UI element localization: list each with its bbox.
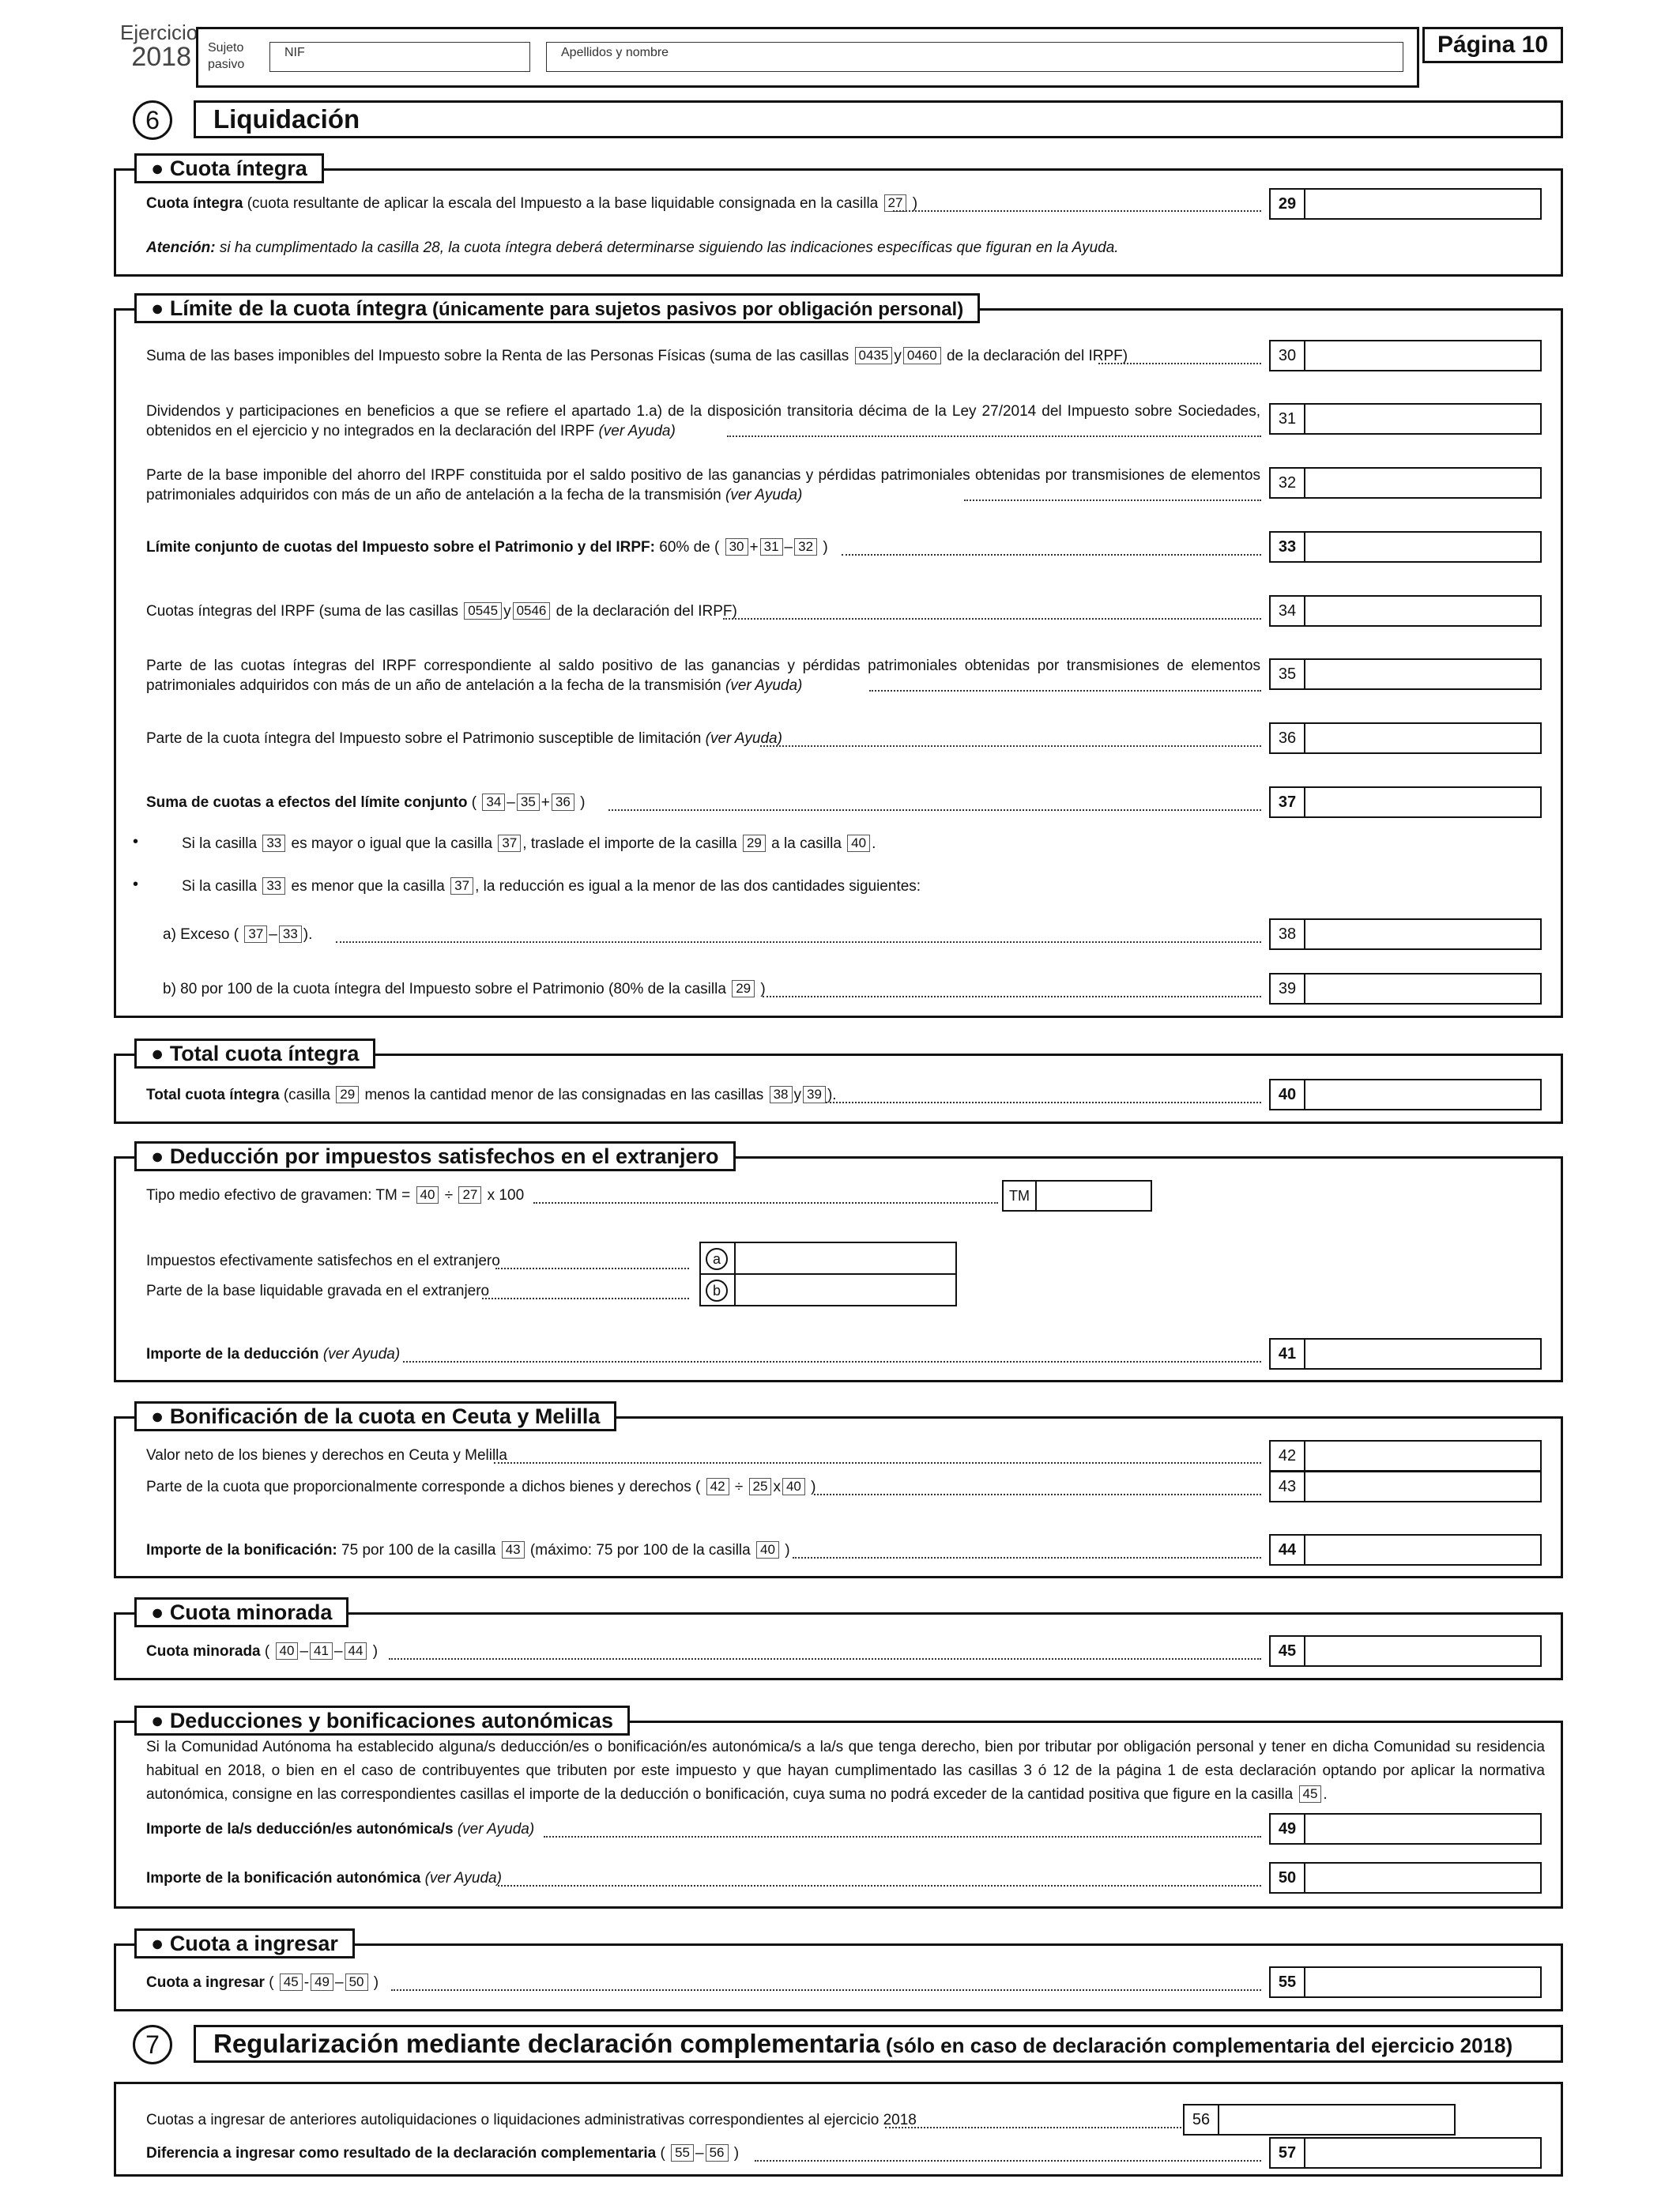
- section-title-liquidacion: Liquidación: [194, 100, 1563, 138]
- row-33: Límite conjunto de cuotas del Impuesto sobre el Patrimonio y del IRPF: 60% de ( 30 + 31 – 32 ): [146, 539, 828, 556]
- box-29[interactable]: 29: [1269, 188, 1542, 220]
- box-34[interactable]: 34: [1269, 595, 1542, 627]
- box-44[interactable]: 44: [1269, 1534, 1542, 1566]
- box-a[interactable]: [699, 1242, 957, 1275]
- row-40: Total cuota íntegra (casilla 29 menos la cantidad menor de las consignadas en las casillas 38 y 39 ).: [146, 1087, 837, 1103]
- row-50: Importe de la bonificación autonómica (ver Ayuda): [146, 1870, 502, 1887]
- limite-title: ● Límite de la cuota íntegra (únicamente para sujetos pasivos por obligación personal): [134, 293, 980, 323]
- autonomicas-paragraph: Si la Comunidad Autónoma ha establecido alguna/s deducción/es o bonificación/es autonómica/s a la/s que tenga derecho, bien por tributar por obligación personal y tener en dicha Comunidad su residencia habitual en 2018, o bien en el caso de contribuyentes que tributen por este impuesto y que hayan cumplimentado las casillas 3 ó 12 de la página 1 de esta declaración optando por aplicar la normativa autonómica, consigne en las correspondientes casillas el importe de la deducción o bonificación, cuya suma no podrá exceder de la cantidad positiva que figure en la casilla 45 .: [146, 1739, 1545, 1803]
- row-32: Parte de la base imponible del ahorro del IRPF constituida por el saldo positivo de las ganancias y pérdidas patrimoniales obtenidas por transmisiones de elementos patrimoniales adquiridos con más de un año de antelación a la fecha de la transmisión (ver Ayuda): [146, 467, 1260, 503]
- row-35: Parte de las cuotas íntegras del IRPF correspondiente al saldo positivo de las ganancias y pérdidas patrimoniales obtenidas por transmisiones de elementos patrimoniales adquiridos con más de un año de antelación a la fecha de la transmisión (ver Ayuda): [146, 658, 1260, 694]
- total-title: ● Total cuota íntegra: [134, 1039, 375, 1069]
- deduccion-title: ● Deducción por impuestos satisfechos en el extranjero: [134, 1141, 736, 1171]
- box-39[interactable]: 39: [1269, 973, 1542, 1005]
- ejercicio-year: 2018: [131, 42, 191, 73]
- bullet: •: [133, 833, 139, 850]
- box-57[interactable]: 57: [1269, 2137, 1542, 2169]
- box-b[interactable]: [699, 1273, 957, 1306]
- row-56: Cuotas a ingresar de anteriores autoliquidaciones o liquidaciones administrativas correspondientes al ejercicio 2018: [146, 2112, 917, 2128]
- row-b: Parte de la base liquidable gravada en el extranjero: [146, 1283, 490, 1299]
- sujeto-pasivo-label: Sujeto pasivo: [208, 41, 245, 71]
- row-57: Diferencia a ingresar como resultado de la declaración complementaria ( 55 – 56 ): [146, 2145, 740, 2162]
- row-34: Cuotas íntegras del IRPF (suma de las casillas 0545 y 0546 de la declaración del IRPF): [146, 603, 737, 620]
- taxpayer-header: [196, 27, 1419, 88]
- row-38: a) Exceso ( 37 – 33 ).: [163, 926, 313, 943]
- box-55[interactable]: 55: [1269, 1966, 1542, 1998]
- row-49: Importe de la/s deducción/es autonómica/s (ver Ayuda): [146, 1821, 535, 1838]
- box-30[interactable]: 30: [1269, 340, 1542, 371]
- box-56[interactable]: 56: [1183, 2104, 1456, 2136]
- row-43: Parte de la cuota que proporcionalmente corresponde a dichos bienes y derechos ( 42 ÷ 25 x 40 ): [146, 1479, 816, 1495]
- section-number-6: 6: [133, 100, 172, 140]
- apellidos-nombre-field[interactable]: Apellidos y nombre: [546, 42, 1403, 72]
- row-30: Suma de las bases imponibles del Impuesto sobre la Renta de las Personas Físicas (suma de las casillas 0435 y 0460 de la declaración del IRPF): [146, 348, 1128, 364]
- ejercicio-label: Ejercicio 2018: [120, 21, 198, 73]
- row-45: Cuota minorada ( 40 – 41 – 44 ): [146, 1643, 379, 1660]
- page-number: Página 10: [1422, 27, 1563, 63]
- ingresar-title: ● Cuota a ingresar: [134, 1928, 355, 1958]
- box-45[interactable]: 45: [1269, 1635, 1542, 1667]
- cuota-integra-title: ● Cuota íntegra: [134, 153, 324, 183]
- bullet: •: [133, 876, 139, 893]
- row-36: Parte de la cuota íntegra del Impuesto sobre el Patrimonio susceptible de limitación (ver Ayuda): [146, 730, 782, 747]
- box-35[interactable]: 35: [1269, 658, 1542, 690]
- box-36[interactable]: 36: [1269, 722, 1542, 754]
- box-43[interactable]: 43: [1269, 1471, 1542, 1502]
- box-31[interactable]: 31: [1269, 403, 1542, 435]
- row-55: Cuota a ingresar ( 45 - 49 – 50 ): [146, 1974, 379, 1991]
- autonomicas-title: ● Deducciones y bonificaciones autonómicas: [134, 1706, 630, 1736]
- box-37[interactable]: 37: [1269, 786, 1542, 818]
- box-38[interactable]: 38: [1269, 918, 1542, 950]
- nif-field[interactable]: NIF: [269, 42, 530, 72]
- section-number-7: 7: [133, 2025, 172, 2064]
- circle-a-label: a: [706, 1248, 728, 1270]
- row-41: Importe de la deducción (ver Ayuda): [146, 1346, 401, 1363]
- row-tm: Tipo medio efectivo de gravamen: TM = 40 ÷ 27 x 100: [146, 1187, 525, 1204]
- row-44: Importe de la bonificación: 75 por 100 de la casilla 43 (máximo: 75 por 100 de la casilla 40 ): [146, 1542, 790, 1559]
- row-37: Suma de cuotas a efectos del límite conjunto ( 34 – 35 + 36 ): [146, 794, 586, 811]
- box-40[interactable]: 40: [1269, 1079, 1542, 1110]
- row-39: b) 80 por 100 de la cuota íntegra del Impuesto sobre el Patrimonio (80% de la casilla 29 ): [163, 981, 766, 997]
- cuota-integra-box: [114, 168, 1563, 277]
- minorada-title: ● Cuota minorada: [134, 1597, 348, 1627]
- box-50[interactable]: 50: [1269, 1862, 1542, 1894]
- bullet-row-2: Si la casilla 33 es menor que la casilla 37 , la reducción es igual a la menor de las dos cantidades siguientes:: [182, 878, 921, 895]
- bullet-row-1: Si la casilla 33 es mayor o igual que la casilla 37 , traslade el importe de la casilla 29 a la casilla 40 .: [182, 835, 876, 852]
- box-41[interactable]: 41: [1269, 1338, 1542, 1370]
- row-31: Dividendos y participaciones en beneficios a que se refiere el apartado 1.a) de la disposición transitoria décima de la Ley 27/2014 del Impuesto sobre Sociedades, obtenidos en el ejercicio y no integrados en la declaración del IRPF (ver Ayuda): [146, 403, 1260, 439]
- cuota-integra-row: Cuota íntegra (cuota resultante de aplicar la escala del Impuesto a la base liquidable consignada en la casilla 27 ): [146, 195, 918, 212]
- bonificacion-title: ● Bonificación de la cuota en Ceuta y Melilla: [134, 1401, 616, 1431]
- section-title-regularizacion: Regularización mediante declaración complementaria (sólo en caso de declaración complementaria del ejercicio 2018): [194, 2025, 1563, 2063]
- atencion-note: Atención: si ha cumplimentado la casilla 28, la cuota íntegra deberá determinarse siguiendo las indicaciones específicas que figuran en la Ayuda.: [146, 239, 1119, 256]
- box-33[interactable]: 33: [1269, 531, 1542, 563]
- box-32[interactable]: 32: [1269, 467, 1542, 499]
- circle-b-label: b: [706, 1280, 728, 1302]
- row-42: Valor neto de los bienes y derechos en Ceuta y Melilla: [146, 1447, 507, 1464]
- box-42[interactable]: 42: [1269, 1440, 1542, 1472]
- box-49[interactable]: 49: [1269, 1813, 1542, 1845]
- box-tm[interactable]: TM: [1002, 1180, 1152, 1212]
- row-a: Impuestos efectivamente satisfechos en el extranjero: [146, 1253, 500, 1269]
